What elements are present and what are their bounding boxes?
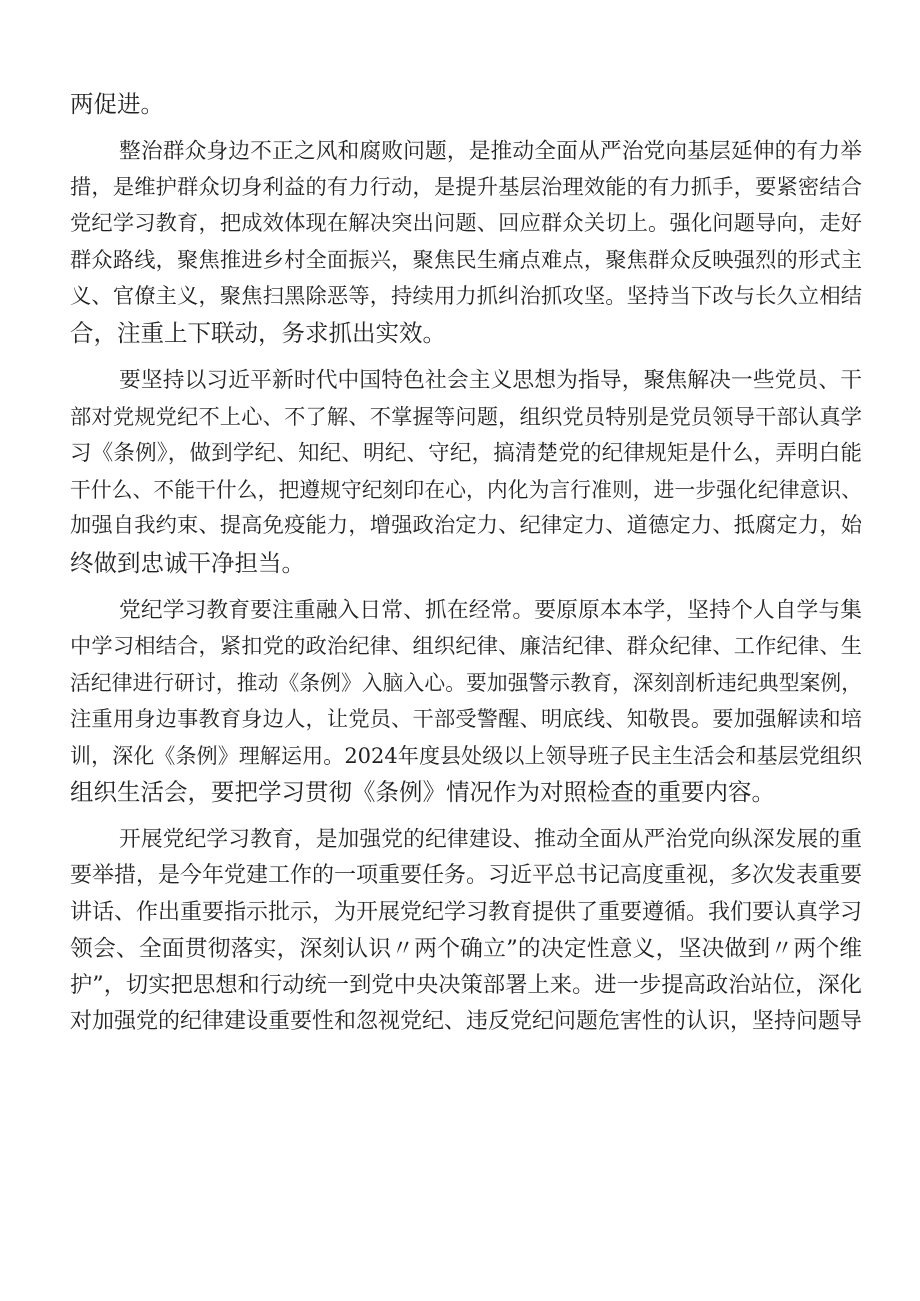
- text-line: 整治群众身边不正之风和腐败问题，是推动全面从严治党向基层延伸的有力举: [119, 138, 862, 164]
- text-line: 领会、全面贯彻落实，深刻认识〃两个确立”的决定性意义，坚决做到〃两个维: [70, 935, 862, 962]
- text-line: 部对党规党纪不上心、不了解、不掌握等问题，组织党员特别是党员领导干部认真学: [70, 404, 862, 430]
- text-line: 训，深化《条例》理解运用。2024年度县处级以上领导班子民主生活会和基层党组织: [70, 743, 862, 768]
- text-line: 党纪学习教育，把成效体现在解决突出问题、回应群众关切上。强化问题导向，走好: [70, 211, 862, 237]
- text-line: 对加强党的纪律建设重要性和忽视党纪、违反党纪问题危害性的认识，坚持问题导: [70, 1008, 863, 1034]
- text-line: 义、官僚主义，聚焦扫黑除恶等，持续用力抓纠治抓攻坚。坚持当下改与长久立相结: [70, 284, 862, 310]
- text-line: 注重用身边事教育身边人，让党员、干部受警醒、明底线、知敬畏。要加强解读和培: [70, 706, 862, 732]
- text-line: 讲话、作出重要指示批示，为开展党纪学习教育提供了重要遵循。我们要认真学习: [70, 899, 863, 925]
- text-line: 合，注重上下联动，务求抓出实效。: [70, 319, 446, 348]
- paragraph-gap: [70, 810, 862, 822]
- paragraph-gap: [70, 352, 862, 364]
- text-line: 要坚持以习近平新时代中国特色社会主义思想为指导，聚焦解决一些党员、干: [119, 368, 862, 394]
- text-line: 中学习相结合，紧扣党的政治纪律、组织纪律、廉洁纪律、群众纪律、工作纪律、生: [70, 633, 862, 659]
- paragraph-gap: [70, 581, 862, 593]
- text-line: 两促进。: [70, 90, 164, 118]
- text-line: 加强自我约束、提高免疫能力，增强政治定力、纪律定力、道德定力、抵腐定力，始: [70, 513, 862, 539]
- text-line: 组织生活会，要把学习贯彻《条例》情况作为对照检查的重要内容。: [70, 778, 775, 807]
- text-line: 活纪律进行研讨，推动《条例》入脑入心。要加强警示教育，深刻剖析违纪典型案例，: [70, 671, 862, 696]
- text-line: 党纪学习教育要注重融入日常、抓在经常。要原原本本学，坚持个人自学与集: [119, 597, 862, 623]
- text-line: 要举措，是今年党建工作的一项重要任务。习近平总书记高度重视，多次发表重要: [70, 863, 863, 889]
- text-line: 干什么、不能干什么，把遵规守纪刻印在心，内化为言行准则，进一步强化纪律意识、: [70, 478, 862, 503]
- text-line: 群众路线，聚焦推进乡村全面振兴，聚焦民生痛点难点，聚焦群众反映强烈的形式主: [70, 247, 862, 273]
- text-line: 护”，切实把思想和行动统一到党中央决策部署上来。进一步提高政治站位，深化: [70, 972, 862, 999]
- document-page: [70, 86, 862, 1040]
- paragraph-gap: [70, 122, 862, 134]
- text-line: 习《条例》，做到学纪、知纪、明纪、守纪，搞清楚党的纪律规矩是什么，弄明白能: [70, 440, 862, 466]
- text-line: 终做到忠诚干净担当。: [70, 548, 305, 577]
- text-line: 开展党纪学习教育，是加强党的纪律建设、推动全面从严治党向纵深发展的重: [119, 827, 862, 853]
- text-line: 措，是维护群众切身利益的有力行动，是提升基层治理效能的有力抓手，要紧密结合: [70, 175, 862, 201]
